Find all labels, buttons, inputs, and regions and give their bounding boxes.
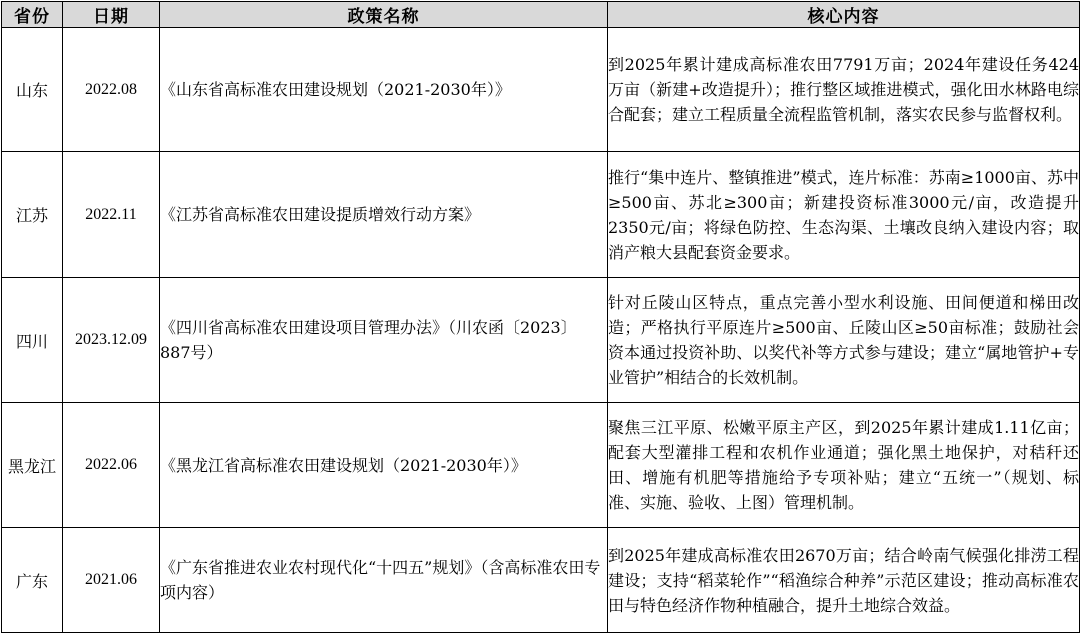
province-cell: 山东 [2,28,63,152]
core-content-cell: 到2025年累计建成高标准农田7791万亩；2024年建设任务424万亩（新建+改造提升）；推行整区域推进模式，强化田水林路电综合配套；建立工程质量全流程监管机制，落实农民参与监督权利。 [608,28,1080,152]
header-province: 省份 [2,2,63,28]
policy-name-cell: 《广东省推进农业农村现代化“十四五”规划》（含高标准农田专项内容） [160,528,608,633]
date-cell: 2021.06 [63,528,160,633]
policy-name-cell: 《江苏省高标准农田建设提质增效行动方案》 [160,152,608,278]
header-policy-name: 政策名称 [160,2,608,28]
table-row [2,528,1080,633]
policy-name-cell: 《山东省高标准农田建设规划（2021-2030年）》 [160,28,608,152]
date-cell: 2022.08 [63,28,160,152]
core-content-cell: 推行“集中连片、整镇推进”模式，连片标准：苏南≥1000亩、苏中≥500亩、苏北≥300亩；新建投资标准3000元/亩，改造提升2350元/亩；将绿色防控、生态沟渠、土壤改良纳入建设内容；取消产粮大县配套资金要求。 [608,152,1080,278]
core-content-cell: 针对丘陵山区特点，重点完善小型水利设施、田间便道和梯田改造；严格执行平原连片≥500亩、丘陵山区≥50亩标准；鼓励社会资本通过投资补助、以奖代补等方式参与建设；建立“属地管护+专业管护”相结合的长效机制。 [608,278,1080,403]
table-row [2,28,1080,152]
table-row [2,278,1080,403]
province-cell: 四川 [2,278,63,403]
date-cell: 2023.12.09 [63,278,160,403]
header-core-content: 核心内容 [608,2,1080,28]
date-cell: 2022.11 [63,152,160,278]
core-content-cell: 聚焦三江平原、松嫩平原主产区，到2025年累计建成1.11亿亩；配套大型灌排工程和农机作业通道；强化黑土地保护，对秸秆还田、增施有机肥等措施给予专项补贴；建立“五统一”（规划、标准、实施、验收、上图）管理机制。 [608,403,1080,528]
table-row [2,403,1080,528]
core-content-cell: 到2025年建成高标准农田2670万亩；结合岭南气候强化排涝工程建设；支持“稻菜轮作”“稻渔综合种养”示范区建设；推动高标准农田与特色经济作物种植融合，提升土地综合效益。 [608,528,1080,633]
province-cell: 江苏 [2,152,63,278]
province-cell: 黑龙江 [2,403,63,528]
policy-name-cell: 《黑龙江省高标准农田建设规划（2021-2030年）》 [160,403,608,528]
province-cell: 广东 [2,528,63,633]
table-header-row [2,2,1080,28]
policy-name-cell: 《四川省高标准农田建设项目管理办法》（川农函〔2023〕887号） [160,278,608,403]
date-cell: 2022.06 [63,403,160,528]
policy-table [1,1,1080,633]
table-row [2,152,1080,278]
header-date: 日期 [63,2,160,28]
